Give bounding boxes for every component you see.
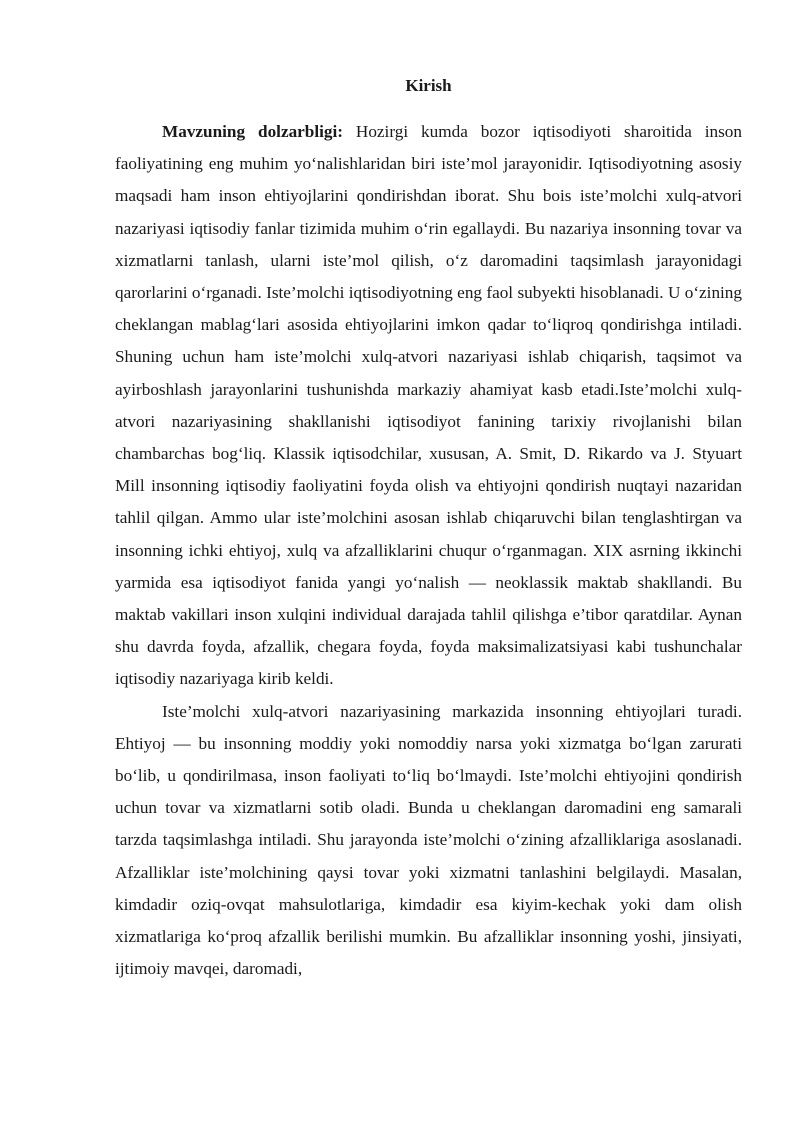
paragraph-needs	[115, 696, 742, 986]
paragraph-lead: Mavzuning dolzarbligi:	[162, 122, 343, 141]
page-title: Kirish	[405, 76, 452, 95]
paragraph-relevance	[115, 116, 742, 696]
paragraph-text: Hozirgi kumda bozor iqtisodiyoti sharoitida inson faoliyatining eng muhim yo‘nalishlaridan biri iste’mol jarayonidir. Iqtisodiyotning asosiy maqsadi ham inson ehtiyojlarini qondirishdan iborat. Shu bois iste’molchi xulq-atvori nazariyasi iqtisodiy fanlar tizimida muhim o‘rin egallaydi. Bu nazariya insonning tovar va xizmatlarni tanlash, ularni iste’mol qilish, o‘z daromadini taqsimlash jarayonidagi qarorlarini o‘rganadi. Iste’molchi iqtisodiyotning eng faol subyekti hisoblanadi. U o‘zining cheklangan mablag‘lari asosida ehtiyojlarini imkon qadar to‘liqroq qondirishga intiladi. Shuning uchun ham iste’molchi xulq-atvori nazariyasi ishlab chiqarish, taqsimot va ayirboshlash jarayonlarini tushunishda markaziy ahamiyat kasb etadi.Iste’molchi xulq-atvori nazariyasining shakllanishi iqtisodiyot fanining tarixiy rivojlanishi bilan chambarchas bog‘liq. Klassik iqtisodchilar, xususan, A. Smit, D. Rikardo va J. Styuart Mill insonning iqtisodiy faoliyatini foyda olish va ehtiyojni qondirish nuqtayi nazaridan tahlil qilgan. Ammo ular iste’molchini asosan ishlab chiqaruvchi bilan tenglashtirgan va insonning ichki ehtiyoj, xulq va afzalliklarini chuqur o‘rganmagan. XIX asrning ikkinchi yarmida esa iqtisodiyot fanida yangi yo‘nalish — neoklassik maktab shakllandi. Bu maktab vakillari inson xulqini individual darajada tahlil qilishga e’tibor qaratdilar. Aynan shu davrda foyda, afzallik, chegara foyda, foyda maksimalizatsiyasi kabi tushunchalar iqtisodiy nazariyaga kirib keldi.	[115, 122, 742, 689]
paragraph-text: Iste’molchi xulq-atvori nazariyasining markazida insonning ehtiyojlari turadi. Ehtiyoj — bu insonning moddiy yoki nomoddiy narsa yoki xizmatga bo‘lgan zarurati bo‘lib, u qondirilmasa, inson faoliyati to‘liq bo‘lmaydi. Iste’molchi ehtiyojini qondirish uchun tovar va xizmatlarni sotib oladi. Bunda u cheklangan daromadini eng samarali tarzda taqsimlashga intiladi. Shu jarayonda iste’molchi o‘zining afzalliklariga asoslanadi. Afzalliklar iste’molchining qaysi tovar yoki xizmatni tanlashini belgilaydi. Masalan, kimdadir oziq-ovqat mahsulotlariga, kimdadir esa kiyim-kechak yoki dam olish xizmatlariga ko‘proq afzallik berilishi mumkin. Bu afzalliklar insonning yoshi, jinsiyati, ijtimoiy mavqei, daromadi,	[115, 701, 742, 979]
